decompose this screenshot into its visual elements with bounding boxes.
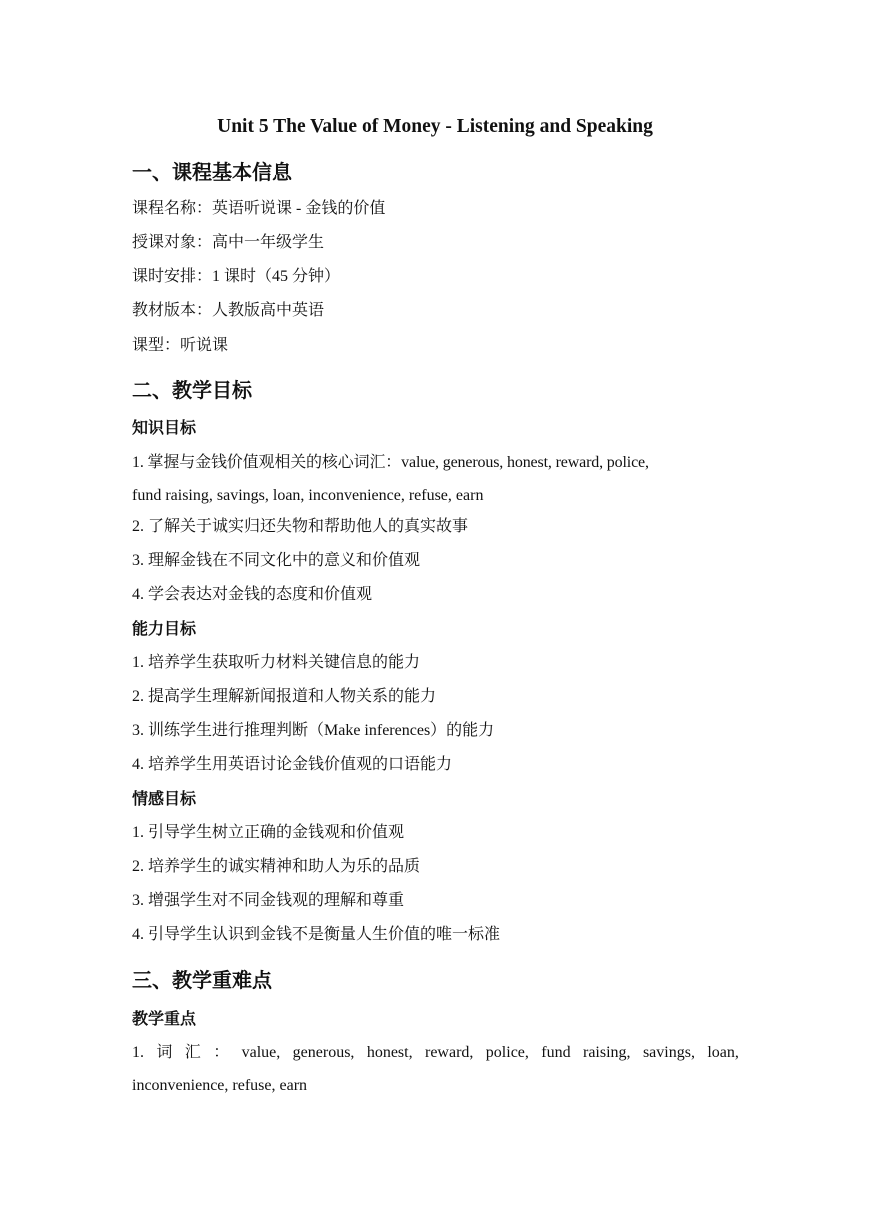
key-point-word: police, [485, 1044, 529, 1061]
info-schedule: 课时安排：1 课时（45 分钟） [132, 268, 341, 285]
section-heading-basic-info: 一、课程基本信息 [132, 160, 292, 184]
ability-item-3: 3. 训练学生进行推理判断（Make inferences）的能力 [132, 722, 495, 739]
ability-item-2: 2. 提高学生理解新闻报道和人物关系的能力 [132, 688, 437, 705]
key-point-word: reward, [424, 1044, 474, 1061]
info-course-name: 课程名称：英语听说课 - 金钱的价值 [132, 200, 386, 217]
emotion-item-4: 4. 引导学生认识到金钱不是衡量人生价值的唯一标准 [132, 926, 501, 943]
knowledge-item-3: 3. 理解金钱在不同文化中的意义和价值观 [132, 552, 421, 569]
key-point-word: value, [241, 1044, 281, 1061]
key-point-word: fund [541, 1044, 571, 1061]
knowledge-item-1: 1. 掌握与金钱价值观相关的核心词汇：value, generous, honest, reward, police, [132, 454, 649, 471]
key-point-word: raising, [583, 1044, 631, 1061]
subheading-emotion: 情感目标 [132, 789, 197, 808]
knowledge-item-2: 2. 了解关于诚实归还失物和帮助他人的真实故事 [132, 518, 469, 535]
knowledge-item-4: 4. 学会表达对金钱的态度和价值观 [132, 586, 373, 603]
knowledge-item-1-cont: fund raising, savings, loan, inconvenience, refuse, earn [132, 487, 484, 504]
emotion-item-1: 1. 引导学生树立正确的金钱观和价值观 [132, 824, 405, 841]
section-heading-key-difficult: 三、教学重难点 [132, 968, 272, 992]
info-textbook: 教材版本：人教版高中英语 [132, 302, 325, 319]
subheading-knowledge: 知识目标 [132, 418, 197, 437]
info-audience: 授课对象：高中一年级学生 [132, 234, 325, 251]
key-point-word: 1. [132, 1044, 144, 1061]
subheading-ability: 能力目标 [132, 619, 197, 638]
key-point-item-1 [132, 1042, 739, 1064]
key-point-word: 汇 [184, 1044, 201, 1061]
subheading-key-points: 教学重点 [132, 1009, 197, 1028]
section-heading-objectives: 二、教学目标 [132, 378, 252, 402]
key-point-item-1-cont: inconvenience, refuse, earn [132, 1077, 308, 1094]
ability-item-1: 1. 培养学生获取听力材料关键信息的能力 [132, 654, 421, 671]
ability-item-4: 4. 培养学生用英语讨论金钱价值观的口语能力 [132, 756, 453, 773]
emotion-item-2: 2. 培养学生的诚实精神和助人为乐的品质 [132, 858, 421, 875]
key-point-word: savings, [642, 1044, 695, 1061]
info-lesson-type: 课型：听说课 [132, 337, 229, 354]
key-point-word: generous, [292, 1044, 355, 1061]
key-point-word: loan, [707, 1044, 739, 1061]
key-point-word: honest, [366, 1044, 413, 1061]
document-title: Unit 5 The Value of Money - Listening and Speaking [217, 116, 653, 137]
emotion-item-3: 3. 增强学生对不同金钱观的理解和尊重 [132, 892, 405, 909]
key-point-word: ： [213, 1044, 230, 1061]
key-point-word: 词 [156, 1044, 173, 1061]
